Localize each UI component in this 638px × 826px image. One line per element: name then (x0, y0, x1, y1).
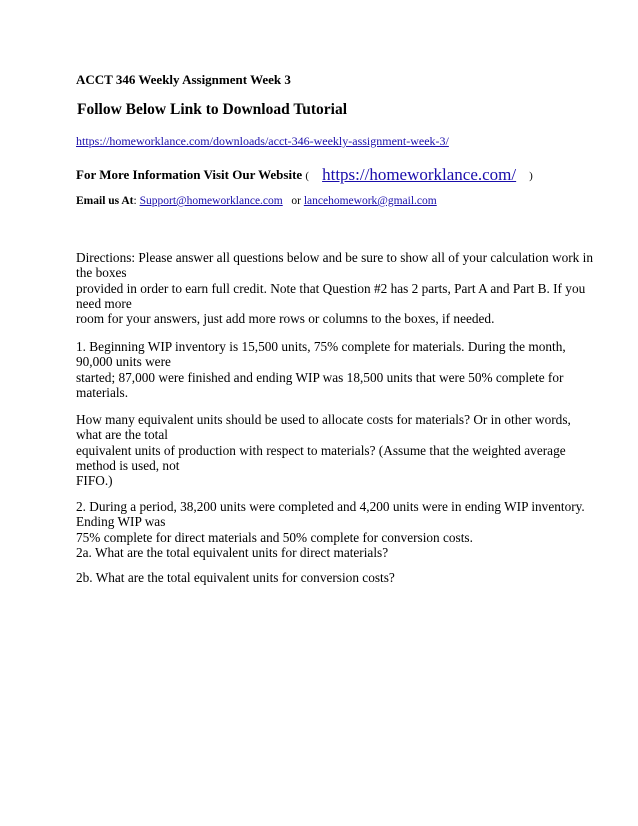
text-line: the boxes (76, 265, 127, 281)
document-title: ACCT 346 Weekly Assignment Week 3 (76, 72, 291, 87)
text-line: materials. (76, 384, 129, 400)
text-line: Ending WIP was (76, 514, 166, 530)
email-or: or (291, 195, 301, 207)
text-line: 1. Beginning WIP inventory is 15,500 units, 75% complete for materials. During the month, (76, 339, 566, 354)
question1-ask-paragraph (76, 412, 576, 488)
more-info-label: For More Information Visit Our Website (76, 167, 303, 182)
text-line: equivalent units of production with respect to materials? (Assume that the weighted average (76, 442, 566, 458)
lance-email-link[interactable]: lancehomework@gmail.com (303, 195, 437, 207)
tutorial-heading: Follow Below Link to Download Tutorial (77, 101, 348, 118)
question2-paragraph (76, 499, 585, 560)
close-paren: ) (529, 170, 533, 182)
text-line: FIFO.) (76, 473, 113, 489)
website-link[interactable]: https://homeworklance.com/ (322, 165, 517, 184)
tutorial-link[interactable]: https://homeworklance.com/downloads/acct-346-weekly-assignment-week-3/ (76, 134, 449, 148)
text-line: 2b. What are the total equivalent units for conversion costs? (76, 570, 395, 585)
support-email-link[interactable]: Support@homeworklance.com (139, 195, 283, 207)
text-line: need more (76, 295, 132, 311)
question1-paragraph (76, 339, 576, 400)
more-info-line (76, 164, 533, 184)
text-line: 90,000 units were (76, 354, 171, 370)
text-line: 2. During a period, 38,200 units were completed and 4,200 units were in ending WIP inventory. (76, 499, 585, 514)
question2b-paragraph (76, 570, 576, 585)
directions-paragraph (76, 250, 593, 327)
text-line: Directions: Please answer all questions below and be sure to show all of your calculation work in (76, 250, 593, 265)
email-line (76, 195, 437, 207)
text-line: method is used, not (76, 457, 180, 473)
text-line: provided in order to earn full credit. Note that Question #2 has 2 parts, Part A and Part B. If you (76, 280, 586, 296)
open-paren: ( (305, 170, 310, 182)
email-colon: : (133, 195, 137, 207)
tutorial-link-line (76, 134, 449, 149)
text-line: How many equivalent units should be used to allocate costs for materials? Or in other words, (76, 412, 571, 427)
text-line: room for your answers, just add more rows or columns to the boxes, if needed. (76, 311, 495, 327)
text-line: 2a. What are the total equivalent units for direct materials? (76, 544, 389, 560)
text-line: started; 87,000 were finished and ending WIP was 18,500 units that were 50% complete for (76, 369, 564, 385)
text-line: 75% complete for direct materials and 50% complete for conversion costs. (76, 529, 473, 545)
email-label: Email us At (76, 195, 134, 207)
text-line: what are the total (76, 427, 168, 443)
